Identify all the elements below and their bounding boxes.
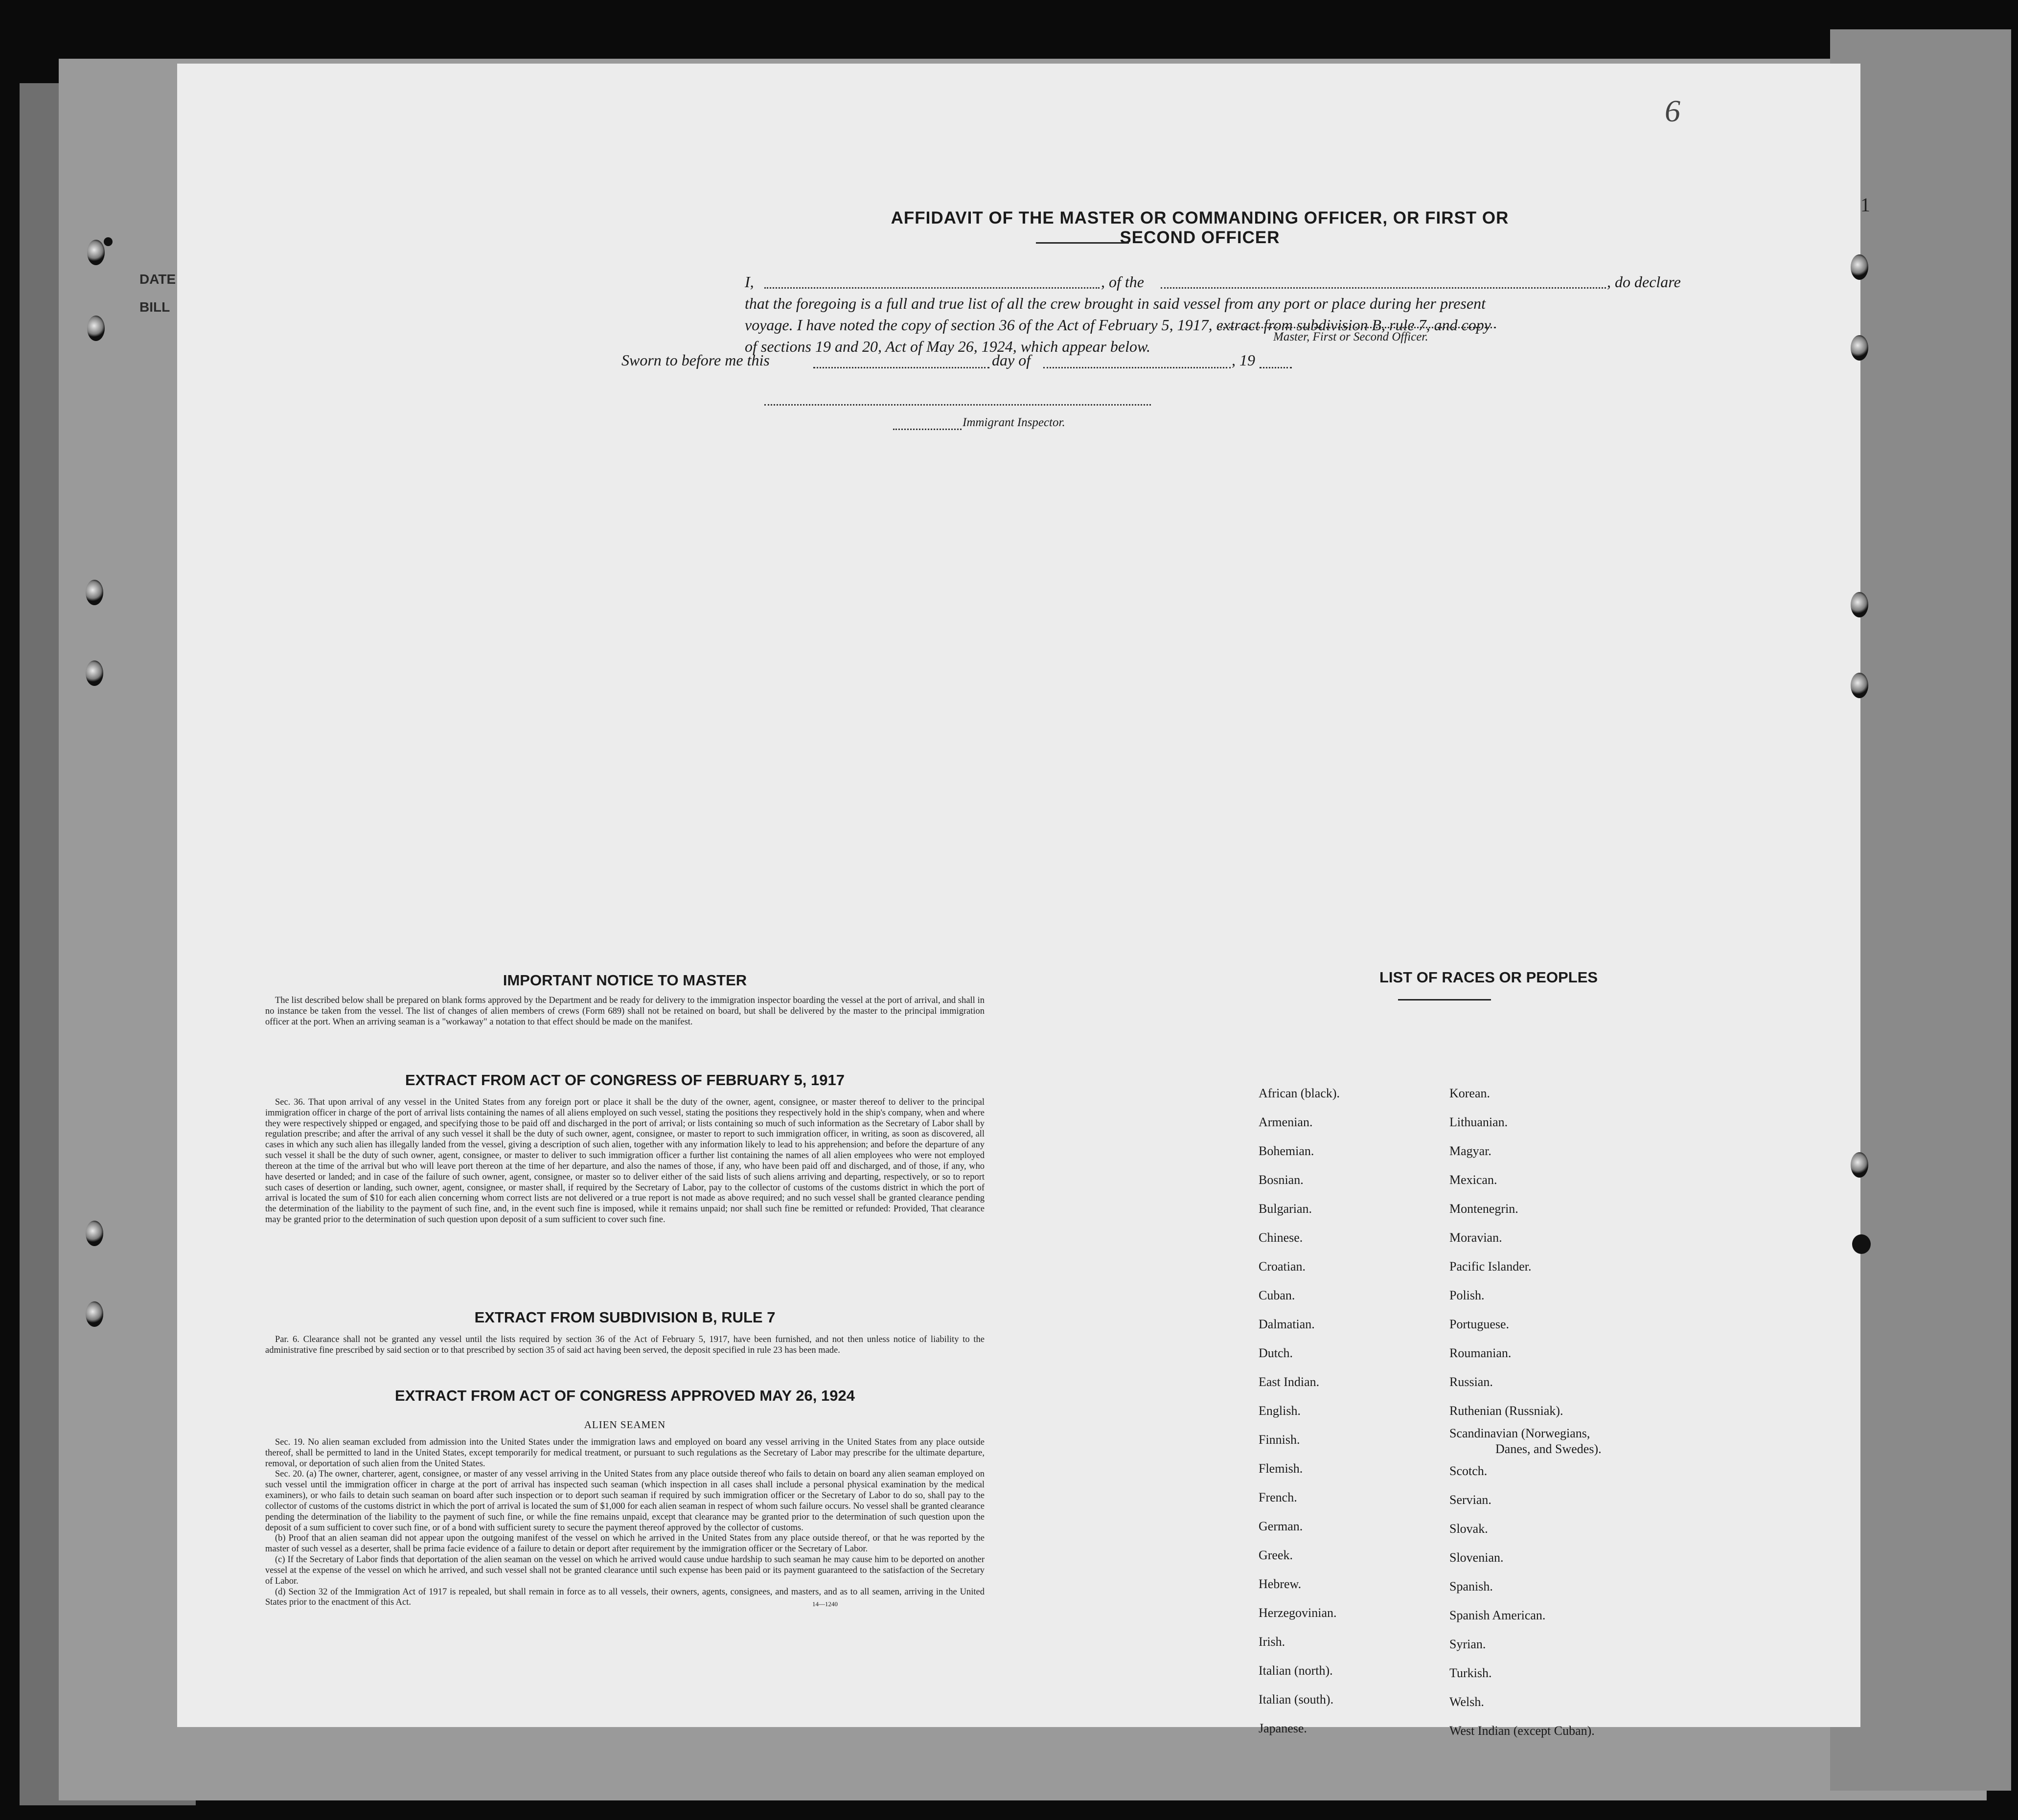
race-item: Bohemian.	[1259, 1144, 1314, 1158]
extract-1917-text: Sec. 36. That upon arrival of any vessel in the United States from any foreign port or place it shall be the duty of the owner, agent, consignee, or master thereof to deliver to the principal immigration officer in charge of the port of arrival lists containing the names of all aliens employed on such vessel, stating the positions they respectively hold in the ship's company, when and where they were respectively shipped or engaged, and specifying those to be paid off and discharged in the port of arrival; or lists containing so much of such information as the Secretary of Labor shall by regulation prescribe; and after the arrival of any such vessel it shall be the duty of such owner, agent, consignee, or master to report to such immigration officer, in writing, as soon as discovered, all cases in which any such alien has illegally landed from the vessel, giving a description of such alien, together with any information likely to lead to his apprehension; and before the departure of any such vessel it shall be the duty of such owner, agent, consignee, or master to deliver to such immigration officer a further list containing the names of all alien employees who were not employed thereon at the time of the arrival but who will leave port thereon at the time of her departure, and also the names of those, if any, who have been paid off and discharged, and of those, if any, who have deserted or landed; and in case of the failure of such owner, agent, consignee, or master so to deliver either of the said lists of such aliens arriving and departing, respectively, or so to report such cases of desertion or landing, such owner, agent, consignee, or master shall, if required by the Secretary of Labor, pay to the collector of customs of the customs district in which the port of arrival is located the sum of $10 for each alien concerning whom correct lists are not delivered or a true report is not made as above required; and no such vessel shall be granted clearance pending the determination of the liability to the payment of such fine, and, in the event such fine is imposed, while it remains unpaid; nor shall such fine be remitted or refunded: Provided, That clearance may be granted prior to the determination of such question upon deposit of a sum sufficient to cover such fine.	[265, 1097, 985, 1225]
races-left-column	[1259, 1079, 1340, 1743]
binder-hole	[86, 660, 103, 686]
blank-year-line[interactable]	[1260, 367, 1292, 368]
blank-month-line[interactable]	[1043, 367, 1231, 368]
race-item: West Indian (except Cuban).	[1449, 1724, 1595, 1738]
race-item: Turkish.	[1449, 1666, 1492, 1680]
race-item: Italian (south).	[1259, 1692, 1334, 1706]
race-item: Finnish.	[1259, 1433, 1300, 1447]
affidavit-i: I,	[745, 273, 754, 291]
race-item: Dutch.	[1259, 1346, 1293, 1360]
race-item: Slovenian.	[1449, 1550, 1504, 1565]
sworn-line	[621, 351, 770, 369]
sworn-text: Sworn to before me this	[621, 351, 770, 369]
binder-hole	[87, 240, 105, 265]
race-item: Syrian.	[1449, 1637, 1486, 1651]
sec-19-text: Sec. 19. No alien seaman excluded from admission into the United States under the immigration laws and employed on board any vessel arriving in the United States from any place outside thereof, shall be permitted to land in the United States, except temporarily for medical treatment, or pursuant to such regulations as the Secretary of Labor may prescribe for the ultimate departure, removal, or deportation of such alien from the United States.	[265, 1437, 985, 1469]
alien-seamen-subtitle: ALIEN SEAMEN	[584, 1419, 666, 1431]
race-item: English.	[1259, 1404, 1301, 1418]
sec-20c-text: (c) If the Secretary of Labor finds that deportation of the alien seaman on the vessel on which he arrived would cause undue hardship to such seaman he may cause him to be deported on another vessel at the expense of the vessel on which he arrived, and such vessel shall not be granted clearance until such expense has been paid or its payment guaranteed to the satisfaction of the Secretary of Labor.	[265, 1555, 985, 1586]
race-item: Scotch.	[1449, 1464, 1488, 1478]
race-item: Italian (north).	[1259, 1663, 1333, 1678]
race-item: Danes, and Swedes).	[1495, 1442, 1602, 1456]
race-item: Spanish.	[1449, 1579, 1493, 1593]
race-item: Bosnian.	[1259, 1173, 1304, 1187]
race-item: Roumanian.	[1449, 1346, 1512, 1360]
race-item: East Indian.	[1259, 1375, 1320, 1389]
blank-name-line[interactable]	[764, 287, 1100, 289]
blank-vessel-line[interactable]	[1161, 287, 1606, 289]
affidavit-line-4: of sections 19 and 20, Act of May 26, 1924, which appear below.	[745, 338, 1150, 355]
extract-1924-title: EXTRACT FROM ACT OF CONGRESS APPROVED MAY 26, 1924	[395, 1387, 855, 1404]
race-item: Bulgarian.	[1259, 1202, 1312, 1216]
race-item: Welsh.	[1449, 1695, 1484, 1709]
title-rule	[1036, 242, 1129, 244]
race-item: Pacific Islander.	[1449, 1259, 1532, 1274]
race-item: Hebrew.	[1259, 1577, 1302, 1591]
punched-hole	[1852, 1234, 1871, 1254]
race-item: Greek.	[1259, 1548, 1293, 1562]
extract-rule7-title: EXTRACT FROM SUBDIVISION B, RULE 7	[474, 1309, 776, 1326]
inspector-signature-line-short	[893, 429, 962, 430]
race-item: Polish.	[1449, 1288, 1485, 1302]
binder-hole	[86, 1221, 103, 1246]
race-item: Japanese.	[1259, 1721, 1307, 1735]
race-item: Montenegrin.	[1449, 1202, 1518, 1216]
races-title-rule	[1398, 999, 1491, 1001]
race-item: Mexican.	[1449, 1173, 1497, 1187]
form-number: 14—1240	[812, 1600, 838, 1608]
extract-rule7-text: Par. 6. Clearance shall not be granted any vessel until the lists required by section 36 of the Act of February 5, 1917, have been furnished, and not then unless notice of liability to the administrative fine prescribed by said section or to that prescribed by section 35 of said act having been served, the deposit specified in rule 23 has been made.	[265, 1335, 985, 1355]
inspector-label: Immigrant Inspector.	[963, 416, 1065, 429]
race-item: Portuguese.	[1449, 1317, 1510, 1331]
race-item: Servian.	[1449, 1493, 1491, 1507]
master-signature-label: Master, First or Second Officer.	[1273, 330, 1428, 343]
race-item: Cuban.	[1259, 1288, 1295, 1302]
year-text: , 19	[1232, 351, 1255, 369]
race-item: French.	[1259, 1490, 1297, 1504]
sec-20a-text: Sec. 20. (a) The owner, charterer, agent, consignee, or master of any vessel arriving in the United States from any place outside thereof who fails to detain on board any alien seaman employed on such vessel until the immigration officer in charge at the port of arrival has inspected such seaman (which inspection in all cases shall include a personal physical examination by the medical examiners), or who fails to detain such seaman on board after such inspection or to deport such seaman if required by such immigration officer or the Secretary of Labor to do so, shall pay to the collector of customs of the customs district in which the port of arrival is located the sum of $1,000 for each alien seaman in respect of whom such failure occurs. No vessel shall be granted clearance pending the determination of the liability to the payment of such fine, or while the fine remains unpaid, except that clearance may be granted prior to the determination of such question upon the deposit of a sum sufficient to cover such fine, or of a bond with sufficient surety to secure the payment thereof approved by the collector of customs.	[265, 1469, 985, 1533]
race-item: Flemish.	[1259, 1461, 1303, 1476]
binder-hole	[1851, 592, 1868, 617]
race-item: Russian.	[1449, 1375, 1493, 1389]
notice-text: The list described below shall be prepared on blank forms approved by the Department and be ready for delivery to the immigration inspector boarding the vessel at the port of arrival, and shall in no instance be taken from the vessel. The list of changes of alien members of crews (Form 689) shall not be retained on board, but shall be delivered by the master to the principal immigration officer at the port. When an arriving seaman is a "workaway" a notation to that effect should be made on the manifest.	[265, 996, 985, 1027]
race-item: African (black).	[1259, 1086, 1340, 1100]
races-right-column	[1449, 1079, 1602, 1745]
race-item: Scandinavian (Norwegians,	[1449, 1426, 1590, 1440]
sec-20b-text: (b) Proof that an alien seaman did not appear upon the outgoing manifest of the vessel on which he arrived in the United States from any place outside thereof, or that he was reported by the master of such vessel as a deserter, shall be prima facie evidence of a failure to detain or deport after requirement by the immigration officer or the Secretary of Labor.	[265, 1533, 985, 1554]
sec-20d-text: (d) Section 32 of the Immigration Act of 1917 is repealed, but shall remain in force as to all vessels, their owners, agents, consignees, and masters, and as to all seamen, arriving in the United States prior to the enactment of this Act.	[265, 1587, 985, 1608]
binder-hole	[1851, 335, 1868, 361]
race-item: Moravian.	[1449, 1230, 1502, 1245]
binder-hole	[86, 580, 103, 605]
affidavit-of-the: , of the	[1101, 273, 1144, 291]
race-item: Slovak.	[1449, 1522, 1488, 1536]
race-item: Irish.	[1259, 1635, 1285, 1649]
handwritten-mark: 1	[1860, 194, 1870, 216]
race-item: Lithuanian.	[1449, 1115, 1508, 1129]
notice-title: IMPORTANT NOTICE TO MASTER	[503, 972, 747, 989]
binder-hole	[1851, 1152, 1868, 1178]
race-item: German.	[1259, 1519, 1303, 1533]
race-item: Chinese.	[1259, 1230, 1303, 1245]
affidavit-line-2: that the foregoing is a full and true list of all the crew brought in said vessel from any port or place during her present	[745, 295, 1486, 312]
affidavit-do-declare: , do declare	[1607, 273, 1681, 291]
day-of-text: day of	[992, 351, 1031, 369]
race-item: Herzegovinian.	[1259, 1606, 1337, 1620]
affidavit-title: AFFIDAVIT OF THE MASTER OR COMMANDING OFFICER, OR FIRST OR SECOND OFFICER	[891, 208, 1509, 247]
extract-1924-body	[265, 1437, 985, 1608]
form-page	[177, 64, 1870, 1738]
race-item: Dalmatian.	[1259, 1317, 1315, 1331]
master-signature-line[interactable]	[1217, 327, 1496, 328]
binder-hole	[1851, 254, 1868, 280]
binder-hole	[1851, 673, 1868, 698]
race-item: Armenian.	[1259, 1115, 1313, 1129]
blank-day-line[interactable]	[813, 367, 989, 368]
side-tab-bill: BILL	[139, 299, 170, 315]
race-item: Korean.	[1449, 1086, 1491, 1100]
ink-spot	[104, 237, 113, 246]
handwritten-number: 6	[1665, 93, 1680, 128]
race-item: Croatian.	[1259, 1259, 1306, 1274]
race-item: Spanish American.	[1449, 1608, 1546, 1622]
race-item: Magyar.	[1449, 1144, 1491, 1158]
binder-hole	[87, 316, 105, 341]
race-item: Ruthenian (Russniak).	[1449, 1404, 1563, 1418]
inspector-signature-line[interactable]	[764, 404, 1151, 406]
affidavit-line-3: voyage. I have noted the copy of section 36 of the Act of February 5, 1917, extract from subdivision B, rule 7, and copy	[745, 316, 1491, 334]
races-title: LIST OF RACES OR PEOPLES	[1379, 969, 1598, 986]
side-tab-date: DATE	[139, 272, 176, 287]
binder-hole	[86, 1301, 103, 1327]
extract-1917-title: EXTRACT FROM ACT OF CONGRESS OF FEBRUARY 5, 1917	[405, 1071, 845, 1089]
